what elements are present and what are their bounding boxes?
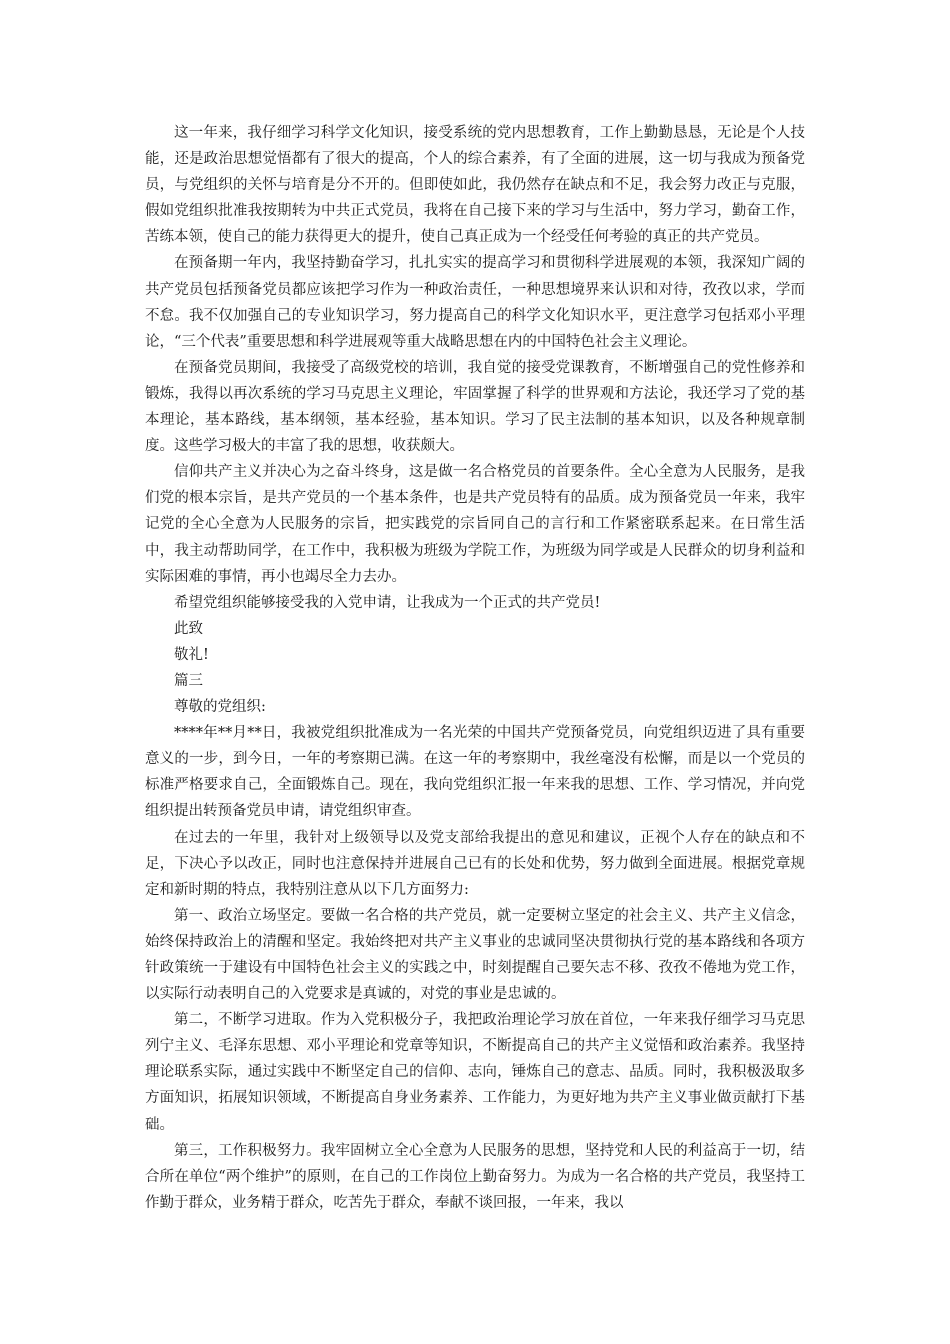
paragraph: 这一年来，我仔细学习科学文化知识，接受系统的党内思想教育，工作上勤勤恳恳，无论是个人技能，还是政治思想觉悟都有了很大的提高，个人的综合素养，有了全面的进展，这一切与我成为预备党员，与党组织的关怀与培育是分不开的。但即使如此，我仍然存在缺点和不足，我会努力改正与克服，假如党组织批准我按期转为中共正式党员，我将在自己接下来的学习与生活中，努力学习，勤奋工作，苦练本领，使自己的能力获得更大的提升，使自己真正成为一个经受任何考验的真正的共产党员。 [145,125,805,246]
paragraph: 在过去的一年里，我针对上级领导以及党支部给我提出的意见和建议，正视个人存在的缺点和不足，下决心予以改正，同时也注意保持并进展自己已有的长处和优势，努力做到全面进展。根据党章规定和新时期的特点，我特别注意从以下几方面努力: [145,829,805,898]
paragraph: 在预备期一年内，我坚持勤奋学习，扎扎实实的提高学习和贯彻科学进展观的本领，我深知广阔的共产党员包括预备党员都应该把学习作为一种政治责任，一种思想境界来认识和对待，孜孜以求，学而不怠。我不仅加强自己的专业知识学习，努力提高自己的科学文化知识水平，更注意学习包括邓小平理论，“三个代表”重要思想和科学进展观等重大战略思想在内的中国特色社会主义理论。 [145,255,805,350]
paragraph: 信仰共产主义并决心为之奋斗终身，这是做一名合格党员的首要条件。全心全意为人民服务，是我们党的根本宗旨，是共产党员的一个基本条件，也是共产党员特有的品质。成为预备党员一年来，我牢记党的全心全意为人民服务的宗旨，把实践党的宗旨同自己的言行和工作紧密联系起来。在日常生活中，我主动帮助同学，在工作中，我积极为班级为学院工作，为班级为同学或是人民群众的切身利益和实际困难的事情，再小也竭尽全力去办。 [145,464,805,585]
paragraph: 第三，工作积极努力。我牢固树立全心全意为人民服务的思想，坚持党和人民的利益高于一切，结合所在单位“两个维护”的原则，在自己的工作岗位上勤奋努力。为成为一名合格的共产党员，我坚持工作勤于群众，业务精于群众，吃苦先于群众，奉献不谈回报，一年来，我以 [145,1142,805,1211]
paragraph: 希望党组织能够接受我的入党申请，让我成为一个正式的共产党员! [174,594,601,611]
paragraph: 第二，不断学习进取。作为入党积极分子，我把政治理论学习放在首位，一年来我仔细学习马克思列宁主义、毛泽东思想、邓小平理论和党章等知识，不断提高自己的共产主义觉悟和政治素养。我坚持理论联系实际，通过实践中不断坚定自己的信仰、志向，锤炼自己的意志、品质。同时，我积极汲取多方面知识，拓展知识领域，不断提高自身业务素养、工作能力，为更好地为共产主义事业做贡献打下基础。 [145,1012,805,1133]
paragraph: 第一、政治立场坚定。要做一名合格的共产党员，就一定要树立坚定的社会主义、共产主义信念，始终保持政治上的清醒和坚定。我始终把对共产主义事业的忠诚同坚决贯彻执行党的基本路线和各项方针政策统一于建设有中国特色社会主义的实践之中，时刻提醒自己要矢志不移、孜孜不倦地为党工作，以实际行动表明自己的入党要求是真诚的，对党的事业是忠诚的。 [145,907,805,1003]
closing-salutation: 此致 [174,620,203,637]
document-body [145,120,805,1216]
letter-greeting: 尊敬的党组织: [174,699,266,716]
section-heading: 篇三 [174,672,203,689]
closing-regards: 敬礼! [174,646,209,663]
paragraph: ****年**月**日，我被党组织批准成为一名光荣的中国共产党预备党员，向党组织迈进了具有重要意义的一步，到今日，一年的考察期已满。在这一年的考察期中，我丝毫没有松懈，而是以一个党员的标准严格要求自己，全面锻炼自己。现在，我向党组织汇报一年来我的思想、工作、学习情况，并向党组织提出转预备党员申请，请党组织审查。 [145,725,805,820]
paragraph: 在预备党员期间，我接受了高级党校的培训，我自觉的接受党课教育，不断增强自己的党性修养和锻炼，我得以再次系统的学习马克思主义理论，牢固掌握了科学的世界观和方法论，我还学习了党的基本理论，基本路线，基本纲领，基本经验，基本知识。学习了民主法制的基本知识，以及各种规章制度。这些学习极大的丰富了我的思想，收获颇大。 [145,359,805,455]
